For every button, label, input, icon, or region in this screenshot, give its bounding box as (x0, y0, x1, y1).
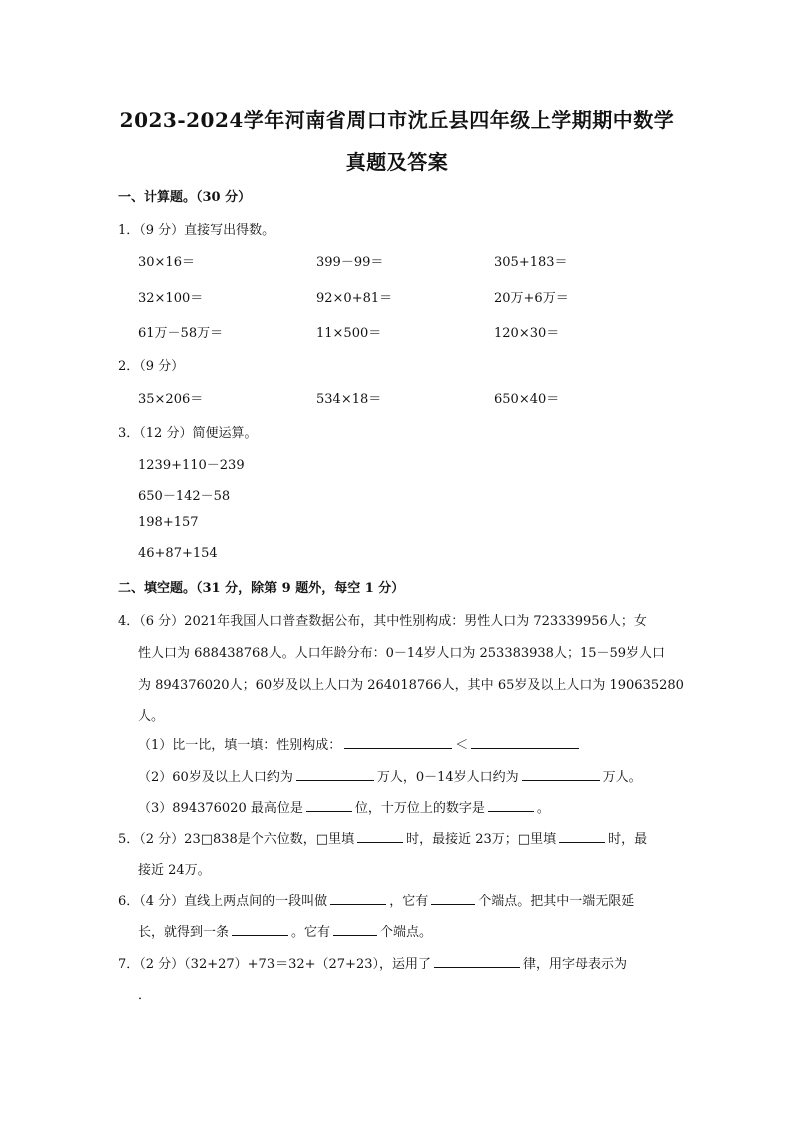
q5-text: 时，最接近 23万；□里填 (406, 832, 557, 847)
q3-item: 650－142－58 (138, 489, 231, 504)
question-2-heading: 2．（9 分） (118, 359, 185, 374)
question-1-heading: 1．（9 分）直接写出得数。 (118, 223, 276, 238)
q7-text: 7．（2 分）（32+27）+73＝32+（27+23），运用了 (118, 957, 431, 972)
q3-item: 46+87+154 (138, 546, 218, 561)
q1-item: 120×30＝ (494, 326, 560, 341)
q5-text: 时，最 (608, 832, 648, 847)
question-5-line (118, 828, 647, 847)
question-7-line2: ． (138, 988, 152, 1003)
answer-blank[interactable] (434, 955, 520, 968)
answer-blank[interactable] (471, 736, 579, 749)
q1-item: 20万+6万＝ (494, 291, 569, 306)
q3-item: 1239+110－239 (138, 458, 245, 473)
q2-item: 650×40＝ (494, 392, 560, 407)
q1-item: 30×16＝ (138, 255, 195, 270)
answer-blank[interactable] (344, 736, 452, 749)
q4-sub1-text: （1）比一比，填一填：性别构成： (138, 738, 342, 753)
answer-blank[interactable] (306, 799, 352, 812)
q2-item: 534×18＝ (316, 392, 382, 407)
q6-text: 6．（4 分）直线上两点间的一段叫做 (118, 894, 328, 909)
answer-blank[interactable] (357, 830, 403, 843)
q5-text: 5．（2 分）23□838是个六位数，□里填 (118, 832, 355, 847)
question-4-sub2 (138, 766, 642, 785)
q4-sub2-text: （2）60岁及以上人口约为 (138, 770, 293, 785)
q4-sub2-text: 万人。 (602, 770, 642, 785)
answer-blank[interactable] (488, 799, 534, 812)
q6-text: 长，就得到一条 (138, 925, 230, 940)
q6-text: 个端点。把其中一端无限延 (478, 894, 635, 909)
q6-text: ，它有 (389, 894, 429, 909)
question-4-line: 为 894376020人；60岁及以上人口为 264018766人，其中 65岁及以上人口为 190635280 (138, 678, 684, 693)
q4-sub3-text: （3）894376020 最高位是 (138, 801, 303, 816)
document-title-line1: 2023-2024学年河南省周口市沈丘县四年级上学期期中数学 (119, 108, 675, 132)
document-title-line2: 真题及答案 (345, 150, 449, 174)
answer-blank[interactable] (232, 923, 288, 936)
q4-sub3-text: 位，十万位上的数字是 (354, 801, 485, 816)
q6-text: 个端点。 (380, 925, 433, 940)
answer-blank[interactable] (330, 892, 386, 905)
question-3-heading: 3．（12 分）简便运算。 (118, 426, 258, 441)
question-4-line: 4．（6 分）2021年我国人口普查数据公布，其中性别构成：男性人口为 723339956人；女 (118, 614, 647, 629)
q1-item: 11×500＝ (316, 326, 382, 341)
q1-item: 32×100＝ (138, 291, 204, 306)
question-7-line (118, 953, 627, 972)
section-heading-calculation: 一、计算题。（30 分） (118, 190, 252, 205)
answer-blank[interactable] (522, 768, 600, 781)
section-heading-fill-in: 二、填空题。（31 分，除第 9 题外，每空 1 分） (118, 581, 405, 596)
answer-blank[interactable] (296, 768, 374, 781)
q2-item: 35×206＝ (138, 392, 204, 407)
question-6-line2 (138, 921, 432, 940)
q1-item: 305+183＝ (494, 255, 568, 270)
answer-blank[interactable] (559, 830, 605, 843)
q3-item: 198+157 (138, 515, 199, 530)
q7-text: 律，用字母表示为 (523, 957, 628, 972)
less-than-symbol: ＜ (455, 738, 469, 753)
q4-sub2-text: 万人，0－14岁人口约为 (376, 770, 519, 785)
q4-sub3-text: 。 (536, 801, 550, 816)
question-5-line2: 接近 24万。 (138, 863, 211, 878)
question-4-sub3 (138, 797, 550, 816)
answer-blank[interactable] (431, 892, 475, 905)
question-4-line: 性人口为 688438768人。人口年龄分布：0－14岁人口为 253383938人；15－59岁人口 (138, 646, 666, 661)
question-4-line: 人。 (138, 709, 165, 724)
q1-item: 92×0+81＝ (316, 291, 393, 306)
q6-text: 。它有 (291, 925, 331, 940)
question-4-sub1 (138, 734, 582, 753)
answer-blank[interactable] (333, 923, 377, 936)
q1-item: 399－99＝ (316, 255, 384, 270)
q1-item: 61万－58万＝ (138, 326, 224, 341)
question-6-line (118, 890, 634, 909)
